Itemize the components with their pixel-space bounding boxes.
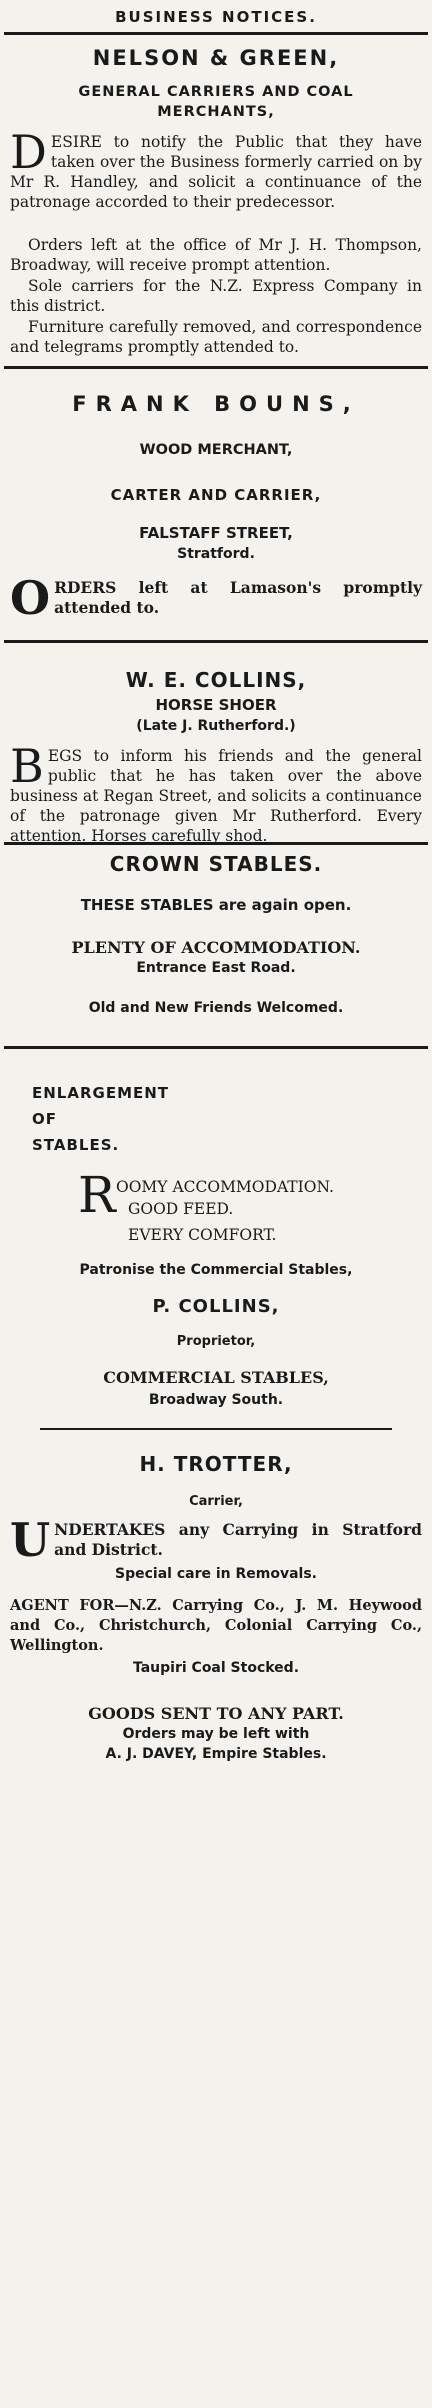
notice-line: Old and New Friends Welcomed. <box>88 1000 344 1016</box>
notice-paragraph: AGENT FOR—N.Z. Carrying Co., J. M. Heywood and Co., Christchurch, Colonial Carrying Co., Wellington. <box>10 1597 422 1654</box>
notice-line: Taupiri Coal Stocked. <box>132 1660 300 1676</box>
trade-line: GENERAL CARRIERS AND COAL <box>78 84 354 100</box>
divider <box>4 32 428 35</box>
notice-line: COMMERCIAL STABLES, <box>103 1368 329 1387</box>
notice-line: GOODS SENT TO ANY PART. <box>88 1704 344 1723</box>
drop-cap: R <box>78 1166 116 1224</box>
feature-line: OOMY ACCOMMODATION. <box>116 1178 334 1196</box>
trade-line: MERCHANTS, <box>157 104 275 120</box>
trade-line: CARTER AND CARRIER, <box>110 486 322 504</box>
advertiser-name: NELSON & GREEN, <box>92 46 340 70</box>
trade-line: WOOD MERCHANT, <box>139 442 293 458</box>
heading-line: OF <box>32 1110 57 1128</box>
notice-line: A. J. DAVEY, Empire Stables. <box>105 1746 327 1762</box>
notice-paragraph: Orders left at the office of Mr J. H. Thompson, Broadway, will receive prompt attention. <box>10 236 422 274</box>
heading-line: STABLES. <box>32 1136 120 1154</box>
divider <box>4 640 428 643</box>
notice-line: Broadway South. <box>148 1392 284 1408</box>
notice-paragraph <box>10 125 422 212</box>
drop-cap: U <box>10 1513 51 1567</box>
notice-paragraph: Furniture carefully removed, and correspondence and telegrams promptly attended to. <box>10 318 422 356</box>
advertiser-name: P. COLLINS, <box>152 1296 280 1317</box>
trade-line: (Late J. Rutherford.) <box>136 718 296 734</box>
notice-line: Proprietor, <box>176 1334 256 1349</box>
notice-paragraph <box>10 571 422 625</box>
drop-cap: B <box>10 739 44 793</box>
advertiser-name: W. E. COLLINS, <box>125 668 307 692</box>
notice-line: Entrance East Road. <box>136 960 296 976</box>
advertiser-name: CROWN STABLES. <box>109 852 323 876</box>
divider <box>4 842 428 845</box>
drop-cap: D <box>10 125 47 179</box>
divider <box>4 366 428 369</box>
notice-text: NDERTAKES any Carrying in Stratford and District. <box>54 1520 422 1559</box>
trade-line: HORSE SHOER <box>155 696 277 714</box>
heading-line: ENLARGEMENT <box>32 1084 170 1102</box>
address-line: FALSTAFF STREET, <box>139 524 293 542</box>
notice-line: Orders may be left with <box>122 1726 310 1742</box>
feature-line: GOOD FEED. <box>128 1200 234 1218</box>
notice-line: Special care in Removals. <box>115 1566 317 1582</box>
notice-line: Patronise the Commercial Stables, <box>79 1262 353 1278</box>
notice-text: EGS to inform his friends and the general public that he has taken over the above business at Regan Street, and solicits a continuance of the patronage given Mr Rutherford. Every attention. Horses carefully shod. <box>10 747 422 845</box>
advertiser-name: H. TROTTER, <box>139 1452 293 1476</box>
trade-line: Carrier, <box>189 1494 243 1509</box>
section-title: BUSINESS NOTICES. <box>115 8 317 26</box>
divider <box>4 1046 428 1049</box>
notice-line: THESE STABLES are again open. <box>80 896 352 914</box>
notice-text: ESIRE to notify the Public that they have taken over the Business formerly carried on by Mr R. Handley, and solicit a continuance of the patronage accorded to their predecessor. <box>10 133 422 211</box>
notice-text: RDERS left at Lamason's promptly attended to. <box>54 578 422 617</box>
town-line: Stratford. <box>177 546 255 562</box>
feature-line: EVERY COMFORT. <box>128 1226 277 1244</box>
drop-cap: O <box>10 571 51 625</box>
advertiser-name: FRANK BOUNS, <box>72 392 360 416</box>
notice-paragraph: Sole carriers for the N.Z. Express Company in this district. <box>10 277 422 315</box>
divider <box>40 1428 392 1430</box>
notice-paragraph <box>10 1513 422 1567</box>
notice-line: PLENTY OF ACCOMMODATION. <box>71 938 361 957</box>
notice-paragraph <box>10 739 422 846</box>
